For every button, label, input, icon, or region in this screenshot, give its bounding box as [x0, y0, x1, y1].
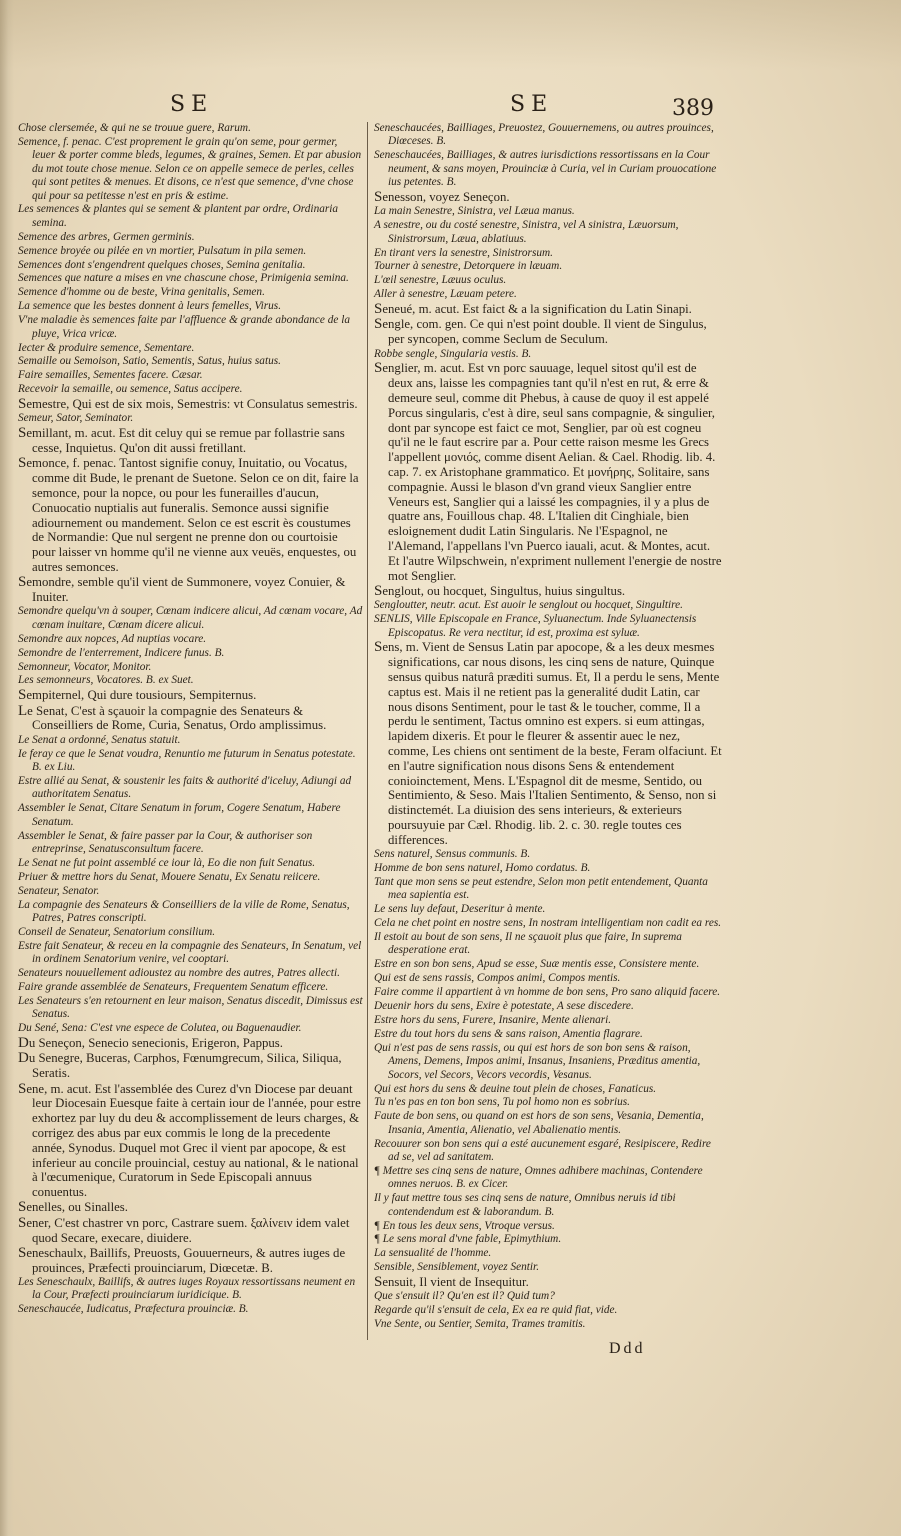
dictionary-entry: Seneschaucées, Bailliages, & autres iurisdictions ressortissans en la Cour neument, & sans moyen, Prouinciæ à Curia, vel in Curiam prouocatione ius petentes. B. — [374, 149, 717, 189]
dictionary-entry: Senelles, ou Sinalles. — [18, 1199, 128, 1216]
dictionary-entry: Senesson, voyez Seneçon. — [374, 189, 510, 206]
dictionary-entry: Sens, m. Vient de Sensus Latin par apocope, & a les deux mesmes significations, car nous disons, les cinq sens de nature, Quinque sensus quibus naturâ præditi sumus. Et, Il a perdu le sens, Mente captus est. Mais il ne retient pas la generalité dudit Latin, car nous disons Sentiment, pour le tast & le toucher, comme, Il a perdu le sentiment, Tactus omnino est expers. si eum attingas, lapidem dixeris. Et pour le fleurer & assentir auec le nez, comme, Les chiens ont sentiment de la beste, Feram olfaciunt. Et en l'autre signification nous disons Sens & entendement conioinctement, Mens. L'Espagnol dit de mesme, Sentido, ou Sentimiento, & Seso. Mais l'Italien Sentimento, & Senso, non si distinctemét. La diuision des sens interieurs, & exterieurs poursuyuie par Cæl. Rhodig. lib. 2. c. 30. regle toutes ces differences. — [374, 639, 722, 847]
dictionary-entry: Sensible, Sensiblement, voyez Sentir. — [374, 1261, 540, 1274]
dictionary-entry: Semences que nature a mises en vne chascune chose, Primigenia semina. — [18, 272, 349, 285]
dictionary-entry: Seneué, m. acut. Est faict & a la signification du Latin Sinapi. — [374, 301, 692, 318]
dictionary-entry: Estre allié au Senat, & soustenir les faits & authorité d'iceluy, Adiungi ad authoritatem Senatus. — [18, 774, 352, 801]
page-top-stain — [0, 0, 901, 70]
page-number: 389 — [672, 96, 714, 121]
dictionary-entry: Sens naturel, Sensus communis. B. — [374, 848, 531, 861]
dictionary-entry: Estre en son bon sens, Apud se esse, Suæ mentis esse, Consistere mente. — [374, 958, 700, 971]
dictionary-entry: Tourner à senestre, Detorquere in læuam. — [374, 260, 563, 273]
dictionary-entry: Homme de bon sens naturel, Homo cordatus. B. — [374, 862, 591, 874]
dictionary-entry: Faire semailles, Sementes facere. Cæsar. — [18, 369, 203, 382]
dictionary-entry: Faute de bon sens, ou quand on est hors de son sens, Vesania, Dementia, Insania, Amentia, Alienatio, vel Abalienatio mentis. — [374, 1110, 704, 1136]
dictionary-entry: Priuer & mettre hors du Senat, Mouere Senatu, Ex Senatu reiicere. — [18, 870, 321, 883]
dictionary-entry: Senateurs nouuellement adioustez au nombre des autres, Patres allecti. — [18, 967, 340, 980]
dictionary-entry: Cela ne chet point en nostre sens, In nostram intelligentiam non cadit ea res. — [374, 917, 722, 930]
dictionary-entry: Que s'ensuit il? Qu'en est il? Quid tum? — [374, 1290, 555, 1303]
dictionary-entry: Semonneur, Vocator, Monitor. — [18, 660, 152, 673]
dictionary-entry: Robbe sengle, Singularia vestis. B. — [374, 347, 532, 360]
dictionary-entry: Deuenir hors du sens, Exire è potestate, A sese discedere. — [374, 1000, 634, 1013]
dictionary-entry: Sempiternel, Qui dure tousiours, Sempiternus. — [18, 687, 257, 704]
dictionary-entry: La sensualité de l'homme. — [374, 1247, 492, 1260]
dictionary-entry: ¶ Mettre ses cinq sens de nature, Omnes adhibere machinas, Contendere omnes neruos. B. ex Cicer. — [374, 1164, 703, 1191]
dictionary-entry: Le sens luy defaut, Deseritur à mente. — [374, 903, 546, 916]
page-binding-shadow — [0, 0, 14, 1536]
dictionary-entry: Semondre, semble qu'il vient de Summonere, voyez Conuier, & Inuiter. — [18, 574, 346, 605]
dictionary-entry: Estre du tout hors du sens & sans raison, Amentia flagrare. — [374, 1027, 643, 1040]
dictionary-entry: Sener, C'est chastrer vn porc, Castrare suem. ξαλίνειν idem valet quod Secare, execare, diuidere. — [18, 1214, 350, 1245]
dictionary-entry: La compagnie des Senateurs & Conseilliers de la ville de Rome, Senatus, Patres, Patres conscripti. — [18, 898, 350, 924]
left-column — [18, 122, 363, 1317]
dictionary-entry: Recouurer son bon sens qui a esté aucunement esgaré, Resipiscere, Redire ad se, vel ad sanitatem. — [374, 1137, 711, 1164]
dictionary-entry: Semences dont s'engendrent quelques choses, Semina genitalia. — [18, 258, 306, 271]
dictionary-entry: Semeur, Sator, Seminator. — [18, 412, 134, 425]
signature-mark: Ddd — [609, 1340, 646, 1357]
running-head-left: SE — [170, 92, 214, 117]
dictionary-entry: Le Senat a ordonné, Senatus statuit. — [18, 733, 181, 746]
dictionary-entry: Semence d'homme ou de beste, Vrina genitalis, Semen. — [18, 286, 265, 299]
dictionary-entry: Sene, m. acut. Est l'assemblée des Curez d'vn Diocese par deuant leur Diocesain Euesque faite à certain iour de l'année, pour estre exhortez par luy du deu & accomplissement de leurs charges, & corrigez des abus par eux commis le long de la precedente année, Synodus. Duquel mot Grec il vient par apocope, & est inferieur au concile prouincial, cestuy au national, & le national à l'œcumenique, Curatorum in Sede Episcopali annuus conuentus. — [18, 1080, 361, 1200]
dictionary-entry: Regarde qu'il s'ensuit de cela, Ex ea re quid fiat, vide. — [374, 1304, 618, 1317]
dictionary-entry: Semillant, m. acut. Est dit celuy qui se remue par follastrie sans cesse, Inquietus. Qu'on dit aussi fretillant. — [18, 425, 345, 456]
dictionary-entry: Conseil de Senateur, Senatorium consilium. — [18, 925, 216, 938]
dictionary-entry: Semaille ou Semoison, Satio, Sementis, Satus, huius satus. — [18, 355, 281, 368]
dictionary-entry: Sensuit, Il vient de Insequitur. — [374, 1274, 529, 1291]
dictionary-entry: Seneschaucées, Bailliages, Preuostez, Gouuernemens, ou autres prouinces, Diœceses. B. — [374, 122, 714, 148]
running-head-right: SE — [510, 92, 554, 117]
dictionary-entry: Faire grande assemblée de Senateurs, Frequentem Senatum efficere. — [18, 981, 329, 994]
dictionary-entry: Assembler le Senat, Citare Senatum in forum, Cogere Senatum, Habere Senatum. — [18, 802, 341, 828]
dictionary-entry: Sengle, com. gen. Ce qui n'est point double. Il vient de Singulus, per syncopen, comme Seclum de Seculum. — [374, 316, 707, 347]
dictionary-entry: Senateur, Senator. — [18, 884, 100, 897]
dictionary-entry: L'œil senestre, Læuus oculus. — [374, 274, 507, 287]
dictionary-entry: Sengloutter, neutr. acut. Est auoir le senglout ou hocquet, Singultire. — [374, 599, 683, 612]
dictionary-entry: Les semonneurs, Vocatores. B. ex Suet. — [18, 674, 194, 687]
dictionary-entry: Semence broyée ou pilée en vn mortier, Pulsatum in pila semen. — [18, 244, 307, 257]
dictionary-entry: Les semences & plantes qui se sement & plantent par ordre, Ordinaria semina. — [18, 203, 339, 229]
dictionary-entry: En tirant vers la senestre, Sinistrorsum. — [374, 246, 553, 259]
dictionary-entry: Du Sené, Sena: C'est vne espece de Colutea, ou Baguenaudier. — [18, 1022, 302, 1035]
dictionary-entry: Semondre aux nopces, Ad nuptias vocare. — [18, 632, 207, 645]
dictionary-entry: Il y faut mettre tous ses cinq sens de nature, Omnibus neruis id tibi contendendum est & laborandum. B. — [374, 1192, 676, 1218]
dictionary-entry: Senglout, ou hocquet, Singultus, huius singultus. — [374, 582, 626, 599]
dictionary-entry: Du Seneçon, Senecio senecionis, Erigeron, Pappus. — [18, 1035, 283, 1052]
dictionary-entry: Estre hors du sens, Furere, Insanire, Mente alienari. — [374, 1013, 612, 1026]
dictionary-entry: Seneschaulx, Baillifs, Preuosts, Gouuerneurs, & autres iuges de prouinces, Præfecti prouinciarum, Diœcetæ. B. — [18, 1244, 346, 1275]
dictionary-entry: Le Senat ne fut point assemblé ce iour là, Eo die non fuit Senatus. — [18, 856, 316, 869]
dictionary-entry: Ie feray ce que le Senat voudra, Renuntio me futurum in Senatus potestate. B. ex Liu. — [18, 747, 356, 774]
dictionary-entry: Tant que mon sens se peut estendre, Selon mon petit entendement, Quanta mea sapientia est. — [374, 875, 708, 902]
dictionary-entry: Semestre, Qui est de six mois, Semestris: vt Consulatus semestris. — [18, 396, 358, 413]
dictionary-entry: A senestre, ou du costé senestre, Sinistra, vel A sinistra, Læuorsum, Sinistrorsum, Læua, ablatiuus. — [374, 219, 679, 245]
dictionary-entry: Du Senegre, Buceras, Carphos, Fœnumgrecum, Silica, Siliqua, Seratis. — [18, 1050, 342, 1081]
dictionary-entry: Vne Sente, ou Sentier, Semita, Trames tramitis. — [374, 1318, 586, 1331]
dictionary-entry: V'ne maladie ès semences faite par l'affluence & grande abondance de la pluye, Vrica vricæ. — [18, 314, 351, 340]
dictionary-entry: Les Seneschaulx, Baillifs, & autres iuges Royaux ressortissans neument en la Cour, Præfecti prouinciarum iuridicique. B. — [18, 1275, 356, 1302]
dictionary-entry: Recevoir la semaille, ou semence, Satus accipere. — [18, 383, 243, 396]
dictionary-entry: Assembler le Senat, & faire passer par la Cour, & authoriser son entreprinse, Senatusconsultum facere. — [18, 829, 313, 855]
dictionary-entry: Le Senat, C'est à sçauoir la compagnie des Senateurs & Conseilliers de Rome, Curia, Senatus, Ordo amplissimus. — [18, 702, 327, 733]
dictionary-entry: Semonce, f. penac. Tantost signifie conuy, Inuitatio, ou Vocatus, comme dit Bude, le prenant de Suetone. Selon ce on dit, faire la semonce, pour la nopce, ou pour les funerailles d'aucun, Conuocatio nuptialis aut funeralis. Semonce aussi signifie adiournement ou mandement. Selon ce est escrit ès coustumes de Normandie: Que nul sergent ne prenne don ou courtoisie pour laisser vn homme qu'il ne vienne aux veuës, enquestes, ou autres semonces. — [18, 455, 359, 574]
dictionary-entry: Estre fait Senateur, & receu en la compagnie des Senateurs, In Senatum, vel in ordinem Senatorium venire, vel cooptari. — [18, 939, 362, 966]
dictionary-entry: Tu n'es pas en ton bon sens, Tu pol homo non es sobrius. — [374, 1096, 630, 1109]
dictionary-entry: Qui n'est pas de sens rassis, ou qui est hors de son bon sens & raison, Amens, Demens, Impos animi, Insanus, Insaniens, Præditus amentia, Socors, vel Secors, Vecors vecordis, Vesanus. — [374, 1041, 701, 1081]
dictionary-entry: Qui est hors du sens & deuine tout plein de choses, Fanaticus. — [374, 1082, 657, 1095]
dictionary-entry: Les Senateurs s'en retournent en leur maison, Senatus discedit, Dimissus est Senatus. — [18, 994, 363, 1021]
dictionary-entry: La semence que les bestes donnent à leurs femelles, Virus. — [18, 300, 282, 313]
dictionary-entry: ¶ Le sens moral d'vne fable, Epimythium. — [374, 1233, 562, 1246]
dictionary-entry: Seneschaucée, Iudicatus, Præfectura prouinciæ. B. — [18, 1303, 249, 1316]
dictionary-entry: ¶ En tous les deux sens, Vtroque versus. — [374, 1219, 555, 1232]
dictionary-entry: Semondre de l'enterrement, Indicere funus. B. — [18, 646, 225, 659]
column-divider — [367, 122, 368, 1340]
dictionary-entry: Faire comme il appartient à vn homme de bon sens, Pro sano aliquid facere. — [374, 986, 721, 999]
dictionary-entry: Semence des arbres, Germen germinis. — [18, 230, 195, 243]
dictionary-entry: Il estoit au bout de son sens, Il ne sçauoit plus que faire, In suprema desperatione erat. — [374, 931, 682, 957]
dictionary-entry: Semence, f. penac. C'est proprement le grain qu'on seme, pour germer, leuer & porter comme bleds, legumes, & graines, Semen. Et par abusion du mot toute chose menue. Selon ce on appelle semece de perles, celles qui sont petites & menues. Et disons, ce n'est que semence, d'vne chose qui pour sa petitesse n'est en pris & estime. — [18, 135, 362, 202]
dictionary-entry: Senglier, m. acut. Est vn porc sauuage, lequel sitost qu'il est de deux ans, laisse les compagnies tant qu'il n'est en rut, & erre & demeure seul, comme dit Phebus, à cause de quoy il est appelé Porcus singularis, c'est à dire, seul sans compagnie, & singulier, dont par syncope est faict ce mot, Senglier, par où est cogneu qu'il ne le faut escrire par a. Pour cette raison mesme les Grecs l'appellent μονιός, comme disent Aelian. & Cael. Rhodig. lib. 4. cap. 7. ex Aristophane grammatico. Et μονήρης, Solitaire, sans compagnie. Aussi le blason d'vn grand vieux Sanglier entre Veneurs est, Sanglier qui a laissé les compagnies, il y a plus de quatre ans, Fouillous chap. 48. L'Italien dit Cinghiale, bien esloignement dudit Latin Singularis. Ne l'Espagnol, ne l'Alemand, l'appellans l'vn Puerco iauali, acut. & Montes, acut. Et l'autre Wilpschwein, n'expriment nullement l'energie de nostre mot Senglier. — [374, 360, 722, 583]
dictionary-entry: Iecter & produire semence, Sementare. — [18, 341, 195, 354]
dictionary-entry: Semondre quelqu'vn à souper, Cœnam indicere alicui, Ad cœnam vocare, Ad cœnam inuitare, Cœnam dicere alicui. — [18, 605, 363, 631]
dictionary-entry: Qui est de sens rassis, Compos animi, Compos mentis. — [374, 972, 621, 985]
dictionary-entry: SENLIS, Ville Episcopale en France, Syluanectum. Inde Syluanectensis Episcopatus. Re vera nectitur, id est, proxima est syluæ. — [374, 613, 697, 639]
right-column — [374, 122, 724, 1332]
dictionary-entry: Aller à senestre, Læuam petere. — [374, 288, 517, 301]
dictionary-entry: La main Senestre, Sinistra, vel Læua manus. — [374, 205, 575, 218]
dictionary-entry: Chose clersemée, & qui ne se trouue guere, Rarum. — [18, 122, 251, 134]
